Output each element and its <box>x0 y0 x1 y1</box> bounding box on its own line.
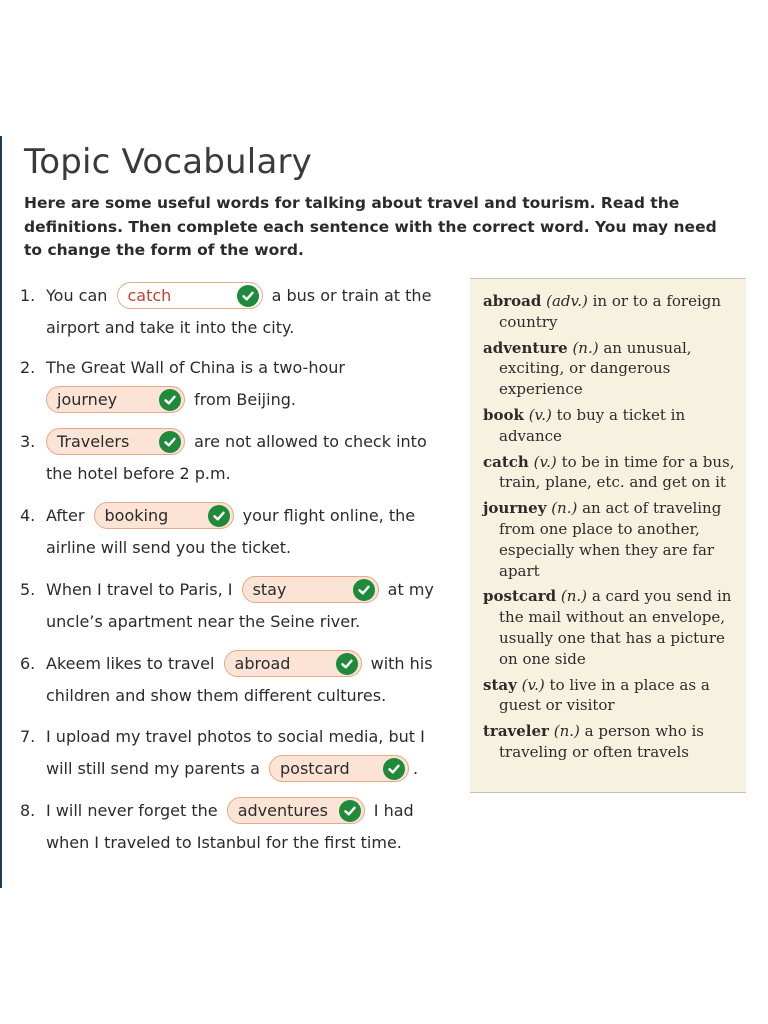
instructions: Here are some useful words for talking about travel and tourism. Read the definitions. Then complete each sentence with the correct word. You may need to change the form of the word. <box>24 194 717 259</box>
sentence-before: Akeem likes to travel <box>46 654 215 673</box>
glossary-entry <box>483 338 736 400</box>
sentence-after: your flight online, the airline will send you the ticket. <box>46 506 416 557</box>
glossary-entry <box>483 405 736 447</box>
glossary-entry <box>483 498 736 581</box>
sentence-before: I upload my travel photos to social media, but I will still send my parents a <box>46 727 425 778</box>
answer-field[interactable] <box>269 755 409 782</box>
glossary-pos: (v.) <box>533 452 557 471</box>
item-number: 4. <box>20 506 36 525</box>
item-number: 3. <box>20 432 36 451</box>
answer-text: Travelers <box>57 431 130 451</box>
checkmark-icon <box>208 505 230 527</box>
glossary-definition: an unusual, exciting, or dangerous experience <box>499 338 692 399</box>
answer-text: abroad <box>234 653 291 673</box>
sentence-before: After <box>46 506 85 525</box>
sentence-after: at my uncle’s apartment near the Seine river. <box>46 580 434 631</box>
item-number: 7. <box>20 727 36 746</box>
glossary-box <box>470 278 746 793</box>
glossary-word: abroad <box>483 292 542 310</box>
glossary-definition: in or to a foreign country <box>499 292 722 331</box>
answer-text: postcard <box>280 758 350 778</box>
glossary-definition: to buy a ticket in advance <box>499 405 686 445</box>
left-accent-rule <box>0 136 2 888</box>
answer-field[interactable] <box>46 428 185 455</box>
sentence-after: with his children and show them different cultures. <box>46 654 433 705</box>
glossary-pos: (adv.) <box>546 292 588 310</box>
checkmark-icon <box>159 389 181 411</box>
item-number: 6. <box>20 654 36 673</box>
glossary-pos: (n.) <box>572 338 599 357</box>
glossary-pos: (n.) <box>553 722 580 741</box>
glossary-word: adventure <box>483 338 568 357</box>
glossary-word: book <box>483 405 524 424</box>
glossary-pos: (v.) <box>521 675 545 694</box>
glossary-pos: (n.) <box>551 499 578 518</box>
answer-text: stay <box>252 579 287 599</box>
item-number: 2. <box>20 358 36 377</box>
checkmark-icon <box>353 579 375 601</box>
answer-field[interactable] <box>227 797 365 824</box>
glossary-definition: a card you send in the mail without an envelope, usually one that has a picture on one side <box>499 587 732 668</box>
glossary-pos: (v.) <box>528 405 552 424</box>
glossary-entry <box>483 586 736 669</box>
glossary-definition: a person who is traveling or often travels <box>499 722 704 761</box>
answer-field[interactable] <box>224 650 362 677</box>
item-number: 1. <box>20 286 36 305</box>
checkmark-icon <box>339 800 361 822</box>
answer-text: adventures <box>237 800 328 820</box>
glossary-pos: (n.) <box>560 587 588 606</box>
answer-field[interactable] <box>46 386 185 413</box>
item-number: 8. <box>20 801 36 820</box>
checkmark-icon <box>336 653 358 675</box>
glossary-definition: to live in a place as a guest or visitor <box>499 675 710 715</box>
checkmark-icon <box>237 285 259 307</box>
checkmark-icon <box>159 431 181 453</box>
sentence-after: a bus or train at the airport and take it into the city. <box>46 286 432 337</box>
glossary-word: catch <box>483 452 529 471</box>
glossary-word: traveler <box>483 722 549 741</box>
sentence-before: You can <box>46 286 108 305</box>
page-title: Topic Vocabulary <box>24 142 312 182</box>
checkmark-icon <box>383 758 405 780</box>
item-number: 5. <box>20 580 36 599</box>
glossary-entry <box>483 452 736 494</box>
sentence-before: When I travel to Paris, I <box>46 580 233 599</box>
sentence-after: from Beijing. <box>194 390 296 409</box>
answer-field[interactable] <box>94 502 234 529</box>
glossary-entry <box>483 291 736 333</box>
sentence-before: I will never forget the <box>46 801 218 820</box>
sentence-after: . <box>413 759 419 778</box>
sentence-after: I had when I traveled to Istanbul for the first time. <box>46 801 414 852</box>
answer-field[interactable] <box>242 576 379 603</box>
glossary-entry <box>483 721 736 763</box>
answer-text: journey <box>57 389 118 409</box>
glossary-word: stay <box>483 675 517 694</box>
glossary-definition: to be in time for a bus, train, plane, etc. and get on it <box>499 452 735 492</box>
glossary-entry <box>483 675 736 717</box>
answer-text: catch <box>127 285 172 305</box>
glossary-word: journey <box>483 499 547 518</box>
glossary-definition: an act of traveling from one place to another, especially when they are far apart <box>499 499 722 580</box>
answer-field[interactable] <box>117 282 263 309</box>
sentence-after: are not allowed to check into the hotel before 2 p.m. <box>46 432 427 483</box>
answer-text: booking <box>104 505 169 525</box>
glossary-word: postcard <box>483 587 557 606</box>
sentence-before: The Great Wall of China is a two-hour <box>46 358 345 377</box>
